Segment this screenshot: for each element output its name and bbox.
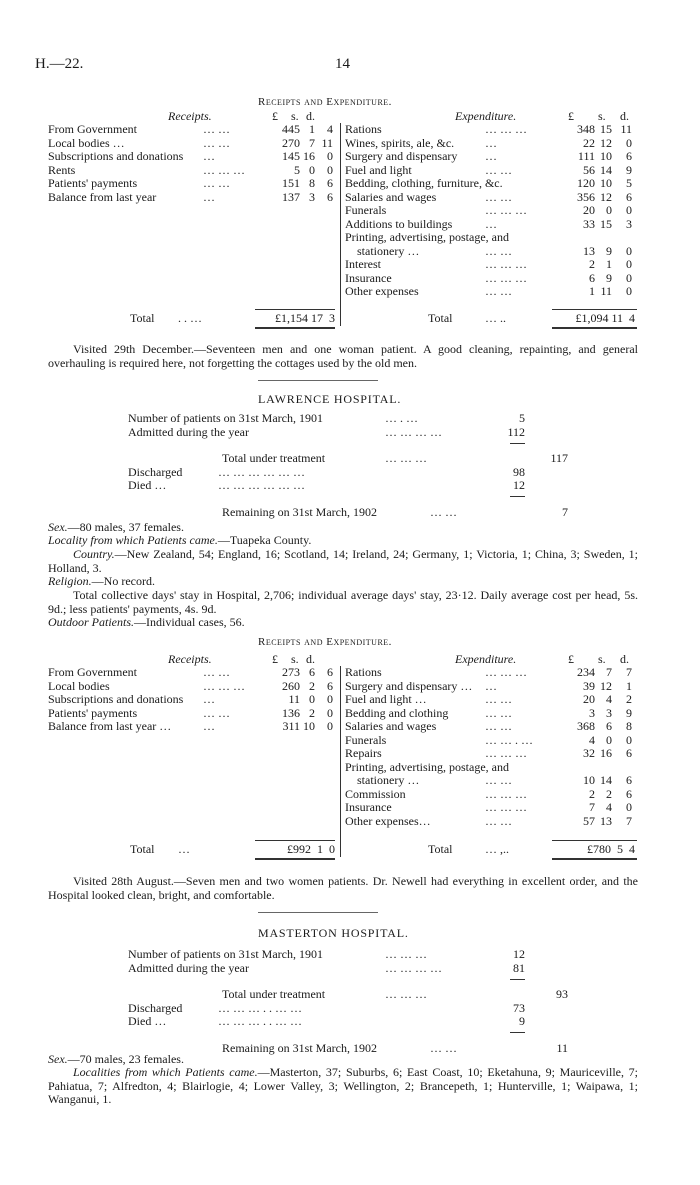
- receipt-dots: … …: [203, 176, 230, 190]
- currency-header: s.: [598, 109, 606, 123]
- expenditure-shillings: 10: [600, 149, 612, 163]
- expenditure-pounds: 111: [577, 149, 595, 163]
- expenditure-dots: … …: [485, 692, 512, 706]
- expenditure-label: Wines, spirits, ale, &c.: [345, 135, 455, 150]
- total-rule: [255, 840, 335, 841]
- masterton-localities-label: Localities from which Patients came.: [73, 1065, 258, 1079]
- total-rule: [552, 309, 637, 310]
- receipt-pence: 0: [327, 719, 333, 733]
- expenditure-label: Repairs: [345, 746, 382, 760]
- receipt-dots: … … …: [203, 162, 245, 177]
- expenditure-pence: 6: [626, 746, 632, 760]
- currency-header: £: [272, 652, 278, 666]
- expenditure-pounds: 348: [577, 122, 595, 136]
- currency-header: £: [568, 652, 574, 666]
- lawrence-religion-label: Religion.: [48, 574, 92, 588]
- expenditure-label: Other expenses: [345, 284, 419, 298]
- stat-value: 98: [513, 464, 525, 479]
- total-under-treatment-label: Total under treatment: [222, 451, 326, 465]
- expenditure-shillings: 0: [606, 732, 612, 747]
- receipt-pence: 6: [327, 176, 333, 190]
- expenditure-shillings: 13: [600, 813, 612, 828]
- expenditure-pounds: 1: [589, 284, 595, 298]
- expenditure-shillings: 4: [606, 800, 612, 814]
- expenditure-dots: …: [485, 135, 497, 150]
- expenditure-pence: 1: [626, 678, 632, 693]
- expenditure-pounds: 4: [589, 732, 595, 747]
- expenditure-dots: … …: [485, 162, 512, 177]
- lawrence-religion: [48, 575, 638, 589]
- stat-label: Number of patients on 31st March, 1901: [128, 411, 323, 425]
- expenditure-pence: 0: [626, 732, 632, 747]
- receipt-shillings: 2: [309, 705, 315, 720]
- currency-header: d.: [306, 109, 315, 123]
- section-divider: [258, 380, 378, 381]
- expenditure-heading: Expenditure.: [455, 109, 517, 123]
- lawrence-locality: [48, 534, 638, 548]
- stat-dots: … … … … … …: [218, 478, 305, 492]
- expenditure-pence: 6: [626, 149, 632, 163]
- expenditure-pounds: 2: [589, 786, 595, 801]
- expenditure-pounds: 20: [583, 692, 595, 706]
- receipt-dots: …: [203, 719, 215, 733]
- currency-header: d.: [306, 652, 315, 666]
- receipt-pounds: 270: [282, 135, 300, 150]
- receipt-label: Subscriptions and donations: [48, 149, 184, 163]
- receipt-dots: …: [203, 149, 215, 163]
- stat-dots: … … … …: [385, 424, 442, 439]
- expenditure-pence: 0: [626, 257, 632, 271]
- total-expenditure-dots: … ..: [485, 311, 506, 325]
- receipt-shillings: 1: [309, 122, 315, 136]
- total-receipts-label: Total: [130, 842, 155, 856]
- expenditure-pence: 0: [626, 284, 632, 298]
- remaining-value: 7: [562, 505, 568, 519]
- expenditure-dots: … …: [485, 243, 512, 258]
- expenditure-dots: …: [485, 216, 497, 231]
- expenditure-dots: … … …: [485, 786, 527, 801]
- expenditure-pounds: 10: [583, 773, 595, 787]
- receipt-pounds: 273: [282, 665, 300, 679]
- expenditure-label: Interest: [345, 257, 381, 271]
- expenditure-shillings: 6: [606, 719, 612, 733]
- visit-note-1: Visited 29th December.—Seventeen men and one woman patient. A good cleaning, repainting, and general overhauling is required here, not forgetting the cottages used by the old men.: [48, 342, 638, 370]
- expenditure-label: Salaries and wages: [345, 189, 437, 204]
- lawrence-collective-stay: Total collective days' stay in Hospital, 2,706; individual average days' stay, 23·12. Daily average cost per head, 5s. 9d.; less patients' payments, 4s. 9d.: [48, 588, 638, 616]
- expenditure-pounds: 13: [583, 243, 595, 258]
- expenditure-pounds: 57: [583, 813, 595, 828]
- expenditure-label: Rations: [345, 665, 382, 679]
- receipt-pounds: 260: [282, 678, 300, 693]
- expenditure-shillings: 14: [600, 162, 612, 177]
- stat-value: 5: [519, 411, 525, 425]
- expenditure-label: stationery …: [357, 773, 420, 787]
- expenditure-shillings: 10: [600, 176, 612, 190]
- expenditure-pence: 0: [626, 243, 632, 258]
- total-expenditure-amount: £780 5 4: [587, 842, 635, 856]
- expenditure-shillings: 12: [600, 189, 612, 204]
- expenditure-pounds: 32: [583, 746, 595, 760]
- receipt-pence: 11: [321, 135, 333, 150]
- expenditure-shillings: 4: [606, 692, 612, 706]
- receipt-pounds: 5: [294, 162, 300, 177]
- document-reference: H.—22.: [35, 56, 84, 72]
- expenditure-label: Printing, advertising, postage, and: [345, 759, 509, 774]
- total-expenditure-label: Total: [428, 311, 453, 325]
- stat-label: Discharged: [128, 1000, 183, 1015]
- expenditure-label: stationery …: [357, 243, 420, 258]
- receipts-heading: Receipts.: [168, 652, 212, 666]
- expenditure-label: Other expenses…: [345, 813, 431, 828]
- total-double-rule: [552, 327, 637, 329]
- receipts-expenditure-caption-1: Receipts and Expenditure.: [258, 96, 392, 108]
- expenditure-dots: … … . …: [485, 732, 533, 747]
- receipt-shillings: 3: [309, 189, 315, 204]
- receipt-pence: 0: [327, 705, 333, 720]
- currency-header: d.: [620, 652, 629, 666]
- receipt-shillings: 6: [309, 665, 315, 679]
- lawrence-country: [48, 548, 638, 575]
- receipt-label: Local bodies: [48, 678, 110, 693]
- remaining-label: Remaining on 31st March, 1902: [222, 505, 377, 519]
- expenditure-pence: 6: [626, 773, 632, 787]
- receipts-expenditure-caption-2: Receipts and Expenditure.: [258, 636, 392, 648]
- expenditure-label: Salaries and wages: [345, 719, 437, 733]
- expenditure-dots: … … …: [485, 746, 527, 760]
- receipt-dots: … …: [203, 705, 230, 720]
- expenditure-label: Insurance: [345, 270, 392, 285]
- page-number: 14: [335, 56, 350, 72]
- expenditure-pence: 7: [626, 665, 632, 679]
- currency-header: s.: [291, 109, 299, 123]
- total-under-treatment-value: 117: [550, 451, 568, 465]
- stat-label: Died …: [128, 478, 167, 492]
- expenditure-label: Surgery and dispensary: [345, 149, 458, 163]
- lawrence-sex-text: —80 males, 37 females.: [67, 520, 184, 534]
- expenditure-pounds: 7: [589, 800, 595, 814]
- receipt-pounds: 145: [282, 149, 300, 163]
- receipt-pence: 6: [327, 189, 333, 204]
- receipt-pence: 4: [327, 122, 333, 136]
- receipt-pence: 0: [327, 149, 333, 163]
- stat-value: 12: [513, 947, 525, 961]
- stat-label: Discharged: [128, 464, 183, 479]
- section-divider: [258, 912, 378, 913]
- currency-header: s.: [598, 652, 606, 666]
- masterton-localities-text: —Masterton, 37; Suburbs, 6; East Coast, 10; Eketahuna, 9; Mauriceville, 7; Pahiatua, 7; Alfredton, 4; Blairlogie, 4; Lower Valley, 3; Wellington, 2; Brancepeth, 1; Hunterville, 1; Waipawa, 1; Wanganui, 1.: [48, 1065, 638, 1106]
- receipt-pence: 6: [327, 665, 333, 679]
- expenditure-label: Commission: [345, 786, 406, 801]
- expenditure-dots: … …: [485, 705, 512, 720]
- expenditure-dots: … … …: [485, 800, 527, 814]
- total-under-treatment-dots: … … …: [385, 451, 427, 465]
- stat-label: Admitted during the year: [128, 960, 249, 975]
- receipt-dots: …: [203, 692, 215, 706]
- expenditure-pounds: 3: [589, 705, 595, 720]
- expenditure-pounds: 234: [577, 665, 595, 679]
- remaining-label: Remaining on 31st March, 1902: [222, 1041, 377, 1055]
- expenditure-label: Insurance: [345, 800, 392, 814]
- stat-dots: … … … … … …: [218, 464, 305, 479]
- expenditure-shillings: 12: [600, 135, 612, 150]
- expenditure-dots: … …: [485, 813, 512, 828]
- lawrence-outdoor: [48, 616, 638, 630]
- receipt-shillings: 0: [309, 692, 315, 706]
- column-divider: [340, 666, 341, 857]
- expenditure-pence: 0: [626, 135, 632, 150]
- expenditure-shillings: 7: [606, 665, 612, 679]
- total-expenditure-amount: £1,094 11 4: [575, 311, 635, 325]
- expenditure-shillings: 1: [606, 257, 612, 271]
- expenditure-pounds: 56: [583, 162, 595, 177]
- expenditure-dots: …: [485, 149, 497, 163]
- lawrence-outdoor-text: —Individual cases, 56.: [134, 615, 245, 629]
- expenditure-dots: … …: [485, 773, 512, 787]
- receipt-pounds: 137: [282, 189, 300, 204]
- receipt-dots: … … …: [203, 678, 245, 693]
- expenditure-label: Bedding and clothing: [345, 705, 449, 720]
- stat-value: 112: [507, 424, 525, 439]
- expenditure-dots: … … …: [485, 257, 527, 271]
- receipt-label: Rents: [48, 162, 76, 177]
- total-receipts-amount: £992 1 0: [287, 842, 335, 856]
- currency-header: d.: [620, 109, 629, 123]
- expenditure-dots: …: [485, 678, 497, 693]
- lawrence-hospital-title: LAWRENCE HOSPITAL.: [258, 392, 402, 406]
- receipt-pounds: 11: [288, 692, 300, 706]
- expenditure-pence: 11: [620, 122, 632, 136]
- expenditure-dots: … … …: [485, 270, 527, 285]
- receipt-pounds: 151: [282, 176, 300, 190]
- receipt-shillings: 10: [303, 719, 315, 733]
- expenditure-shillings: 12: [600, 678, 612, 693]
- stat-label: Number of patients on 31st March, 1901: [128, 947, 323, 961]
- expenditure-shillings: 16: [600, 746, 612, 760]
- receipt-shillings: 16: [303, 149, 315, 163]
- receipt-shillings: 8: [309, 176, 315, 190]
- expenditure-label: Printing, advertising, postage, and: [345, 230, 509, 244]
- expenditure-label: Fuel and light …: [345, 692, 427, 706]
- receipt-label: Local bodies …: [48, 135, 125, 150]
- total-double-rule: [255, 858, 335, 860]
- receipt-pounds: 136: [282, 705, 300, 720]
- receipt-label: Subscriptions and donations: [48, 692, 184, 706]
- expenditure-shillings: 11: [600, 284, 612, 298]
- expenditure-shillings: 14: [600, 773, 612, 787]
- expenditure-pounds: 368: [577, 719, 595, 733]
- expenditure-pence: 7: [626, 813, 632, 828]
- total-expenditure-dots: … ,..: [485, 842, 509, 856]
- receipt-dots: … …: [203, 135, 230, 150]
- receipt-pence: 6: [327, 678, 333, 693]
- receipt-dots: … …: [203, 122, 230, 136]
- stat-sum-rule: [510, 496, 525, 497]
- receipt-pence: 0: [327, 162, 333, 177]
- lawrence-country-label: Country.: [73, 547, 115, 561]
- expenditure-pounds: 39: [583, 678, 595, 693]
- stat-value: 12: [513, 478, 525, 492]
- stat-dots: … … … . . … …: [218, 1014, 302, 1028]
- expenditure-shillings: 15: [600, 216, 612, 231]
- stat-sum-rule: [510, 979, 525, 980]
- expenditure-pence: 2: [626, 692, 632, 706]
- masterton-localities: [48, 1066, 638, 1107]
- currency-header: £: [568, 109, 574, 123]
- column-divider: [340, 123, 341, 326]
- expenditure-shillings: 9: [606, 270, 612, 285]
- expenditure-label: Bedding, clothing, furniture, &c.: [345, 176, 503, 190]
- total-receipts-amount: £1,154 17 3: [275, 311, 335, 325]
- receipt-label: Patients' payments: [48, 176, 138, 190]
- stat-dots: … … …: [385, 947, 427, 961]
- total-expenditure-label: Total: [428, 842, 453, 856]
- stat-dots: … … … . . … …: [218, 1000, 302, 1015]
- expenditure-pounds: 356: [577, 189, 595, 204]
- expenditure-shillings: 0: [606, 203, 612, 217]
- expenditure-label: Rations: [345, 122, 382, 136]
- receipt-label: From Government: [48, 665, 137, 679]
- receipt-label: Balance from last year …: [48, 719, 172, 733]
- expenditure-dots: … …: [485, 189, 512, 204]
- expenditure-pounds: 22: [583, 135, 595, 150]
- expenditure-dots: … …: [485, 284, 512, 298]
- masterton-hospital-title: MASTERTON HOSPITAL.: [258, 926, 409, 940]
- receipt-pence: 0: [327, 692, 333, 706]
- total-under-treatment-label: Total under treatment: [222, 987, 326, 1001]
- remaining-dots: … …: [430, 1041, 457, 1055]
- total-double-rule: [255, 327, 335, 329]
- expenditure-label: Surgery and dispensary …: [345, 678, 473, 693]
- masterton-sex-text: —70 males, 23 females.: [67, 1052, 184, 1066]
- expenditure-pounds: 33: [583, 216, 595, 231]
- stat-dots: … . …: [385, 411, 418, 425]
- expenditure-pounds: 6: [589, 270, 595, 285]
- receipt-dots: … …: [203, 665, 230, 679]
- expenditure-heading: Expenditure.: [455, 652, 517, 666]
- stat-label: Admitted during the year: [128, 424, 249, 439]
- expenditure-pence: 3: [626, 216, 632, 231]
- stat-value: 73: [513, 1000, 525, 1015]
- receipt-pounds: 445: [282, 122, 300, 136]
- receipt-shillings: 0: [309, 162, 315, 177]
- expenditure-pounds: 20: [583, 203, 595, 217]
- lawrence-religion-text: —No record.: [91, 574, 155, 588]
- lawrence-country-text: —New Zealand, 54; England, 16; Scotland, 14; Ireland, 24; Germany, 1; Victoria, 1; China, 3; Sweden, 1; Holland, 3.: [48, 547, 638, 575]
- expenditure-dots: … …: [485, 719, 512, 733]
- receipt-label: Patients' payments: [48, 705, 138, 720]
- expenditure-pence: 5: [626, 176, 632, 190]
- total-receipts-dots: . . …: [178, 311, 202, 325]
- total-receipts-dots: …: [178, 842, 190, 856]
- receipt-shillings: 7: [309, 135, 315, 150]
- lawrence-locality-text: —Tuapeka County.: [217, 533, 312, 547]
- stat-value: 81: [513, 960, 525, 975]
- receipt-dots: …: [203, 189, 215, 204]
- total-under-treatment-dots: … … …: [385, 987, 427, 1001]
- lawrence-locality-label: Locality from which Patients came.: [48, 533, 218, 547]
- expenditure-label: Fuel and light: [345, 162, 412, 177]
- stat-value: 9: [519, 1014, 525, 1028]
- expenditure-pounds: 120: [577, 176, 595, 190]
- expenditure-pounds: 2: [589, 257, 595, 271]
- expenditure-shillings: 3: [606, 705, 612, 720]
- remaining-dots: … …: [430, 505, 457, 519]
- expenditure-pence: 9: [626, 705, 632, 720]
- receipt-label: Balance from last year: [48, 189, 157, 204]
- expenditure-pence: 8: [626, 719, 632, 733]
- expenditure-shillings: 9: [606, 243, 612, 258]
- currency-header: s.: [291, 652, 299, 666]
- expenditure-dots: … … …: [485, 122, 527, 136]
- stat-sum-rule: [510, 1032, 525, 1033]
- total-under-treatment-value: 93: [556, 987, 568, 1001]
- stat-label: Died …: [128, 1014, 167, 1028]
- expenditure-label: Funerals: [345, 203, 387, 217]
- expenditure-dots: … … …: [485, 203, 527, 217]
- visit-note-2: Visited 28th August.—Seven men and two women patients. Dr. Newell had everything in excellent order, and the Hospital looked clean, bright, and comfortable.: [48, 874, 638, 902]
- expenditure-pence: 6: [626, 189, 632, 204]
- expenditure-pence: 0: [626, 270, 632, 285]
- expenditure-shillings: 2: [606, 786, 612, 801]
- total-rule: [255, 309, 335, 310]
- stat-sum-rule: [510, 443, 525, 444]
- currency-header: £: [272, 109, 278, 123]
- expenditure-pence: 9: [626, 162, 632, 177]
- receipts-heading: Receipts.: [168, 109, 212, 123]
- total-rule: [552, 840, 637, 841]
- total-receipts-label: Total: [130, 311, 155, 325]
- receipt-shillings: 2: [309, 678, 315, 693]
- lawrence-outdoor-label: Outdoor Patients.: [48, 615, 134, 629]
- expenditure-dots: … … …: [485, 665, 527, 679]
- expenditure-pence: 0: [626, 800, 632, 814]
- stat-dots: … … … …: [385, 960, 442, 975]
- expenditure-shillings: 15: [600, 122, 612, 136]
- expenditure-label: Funerals: [345, 732, 387, 747]
- expenditure-pence: 0: [626, 203, 632, 217]
- receipt-label: From Government: [48, 122, 137, 136]
- receipt-pounds: 311: [282, 719, 300, 733]
- masterton-sex-label: Sex.: [48, 1052, 68, 1066]
- total-double-rule: [552, 858, 637, 860]
- expenditure-pence: 6: [626, 786, 632, 801]
- lawrence-sex-label: Sex.: [48, 520, 68, 534]
- remaining-value: 11: [556, 1041, 568, 1055]
- expenditure-label: Additions to buildings: [345, 216, 453, 231]
